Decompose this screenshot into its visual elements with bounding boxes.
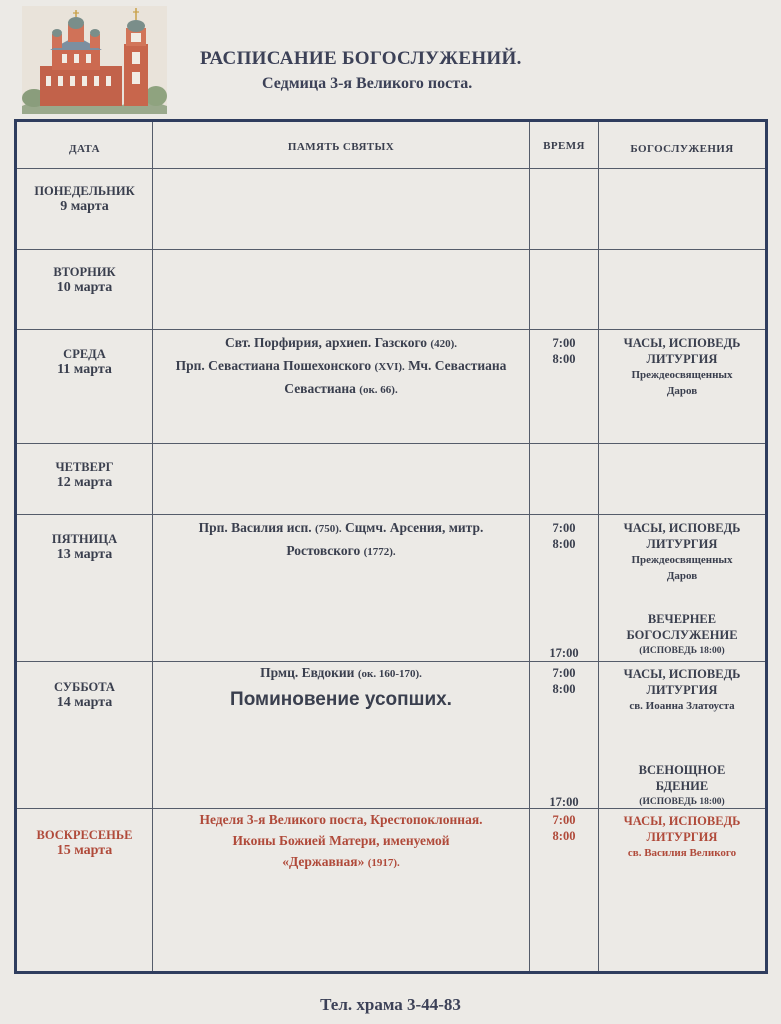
weekday: ПЯТНИЦА xyxy=(51,532,118,546)
service-name: ЛИТУРГИЯ xyxy=(646,352,718,366)
time-cell xyxy=(530,662,599,808)
services-cell xyxy=(599,515,765,661)
services-cell xyxy=(599,662,765,808)
day-cell xyxy=(17,662,153,808)
table-row xyxy=(17,250,765,330)
services-cell xyxy=(599,809,765,971)
services-cell xyxy=(599,330,765,443)
saint-memory: Прп. Севастиана Пошехонского xyxy=(175,358,372,373)
memory-cell xyxy=(153,515,530,661)
table-row xyxy=(17,515,765,662)
day-cell xyxy=(17,515,153,661)
saint-memory: Прп. Василия исп. xyxy=(198,520,312,535)
services-cell xyxy=(599,169,765,249)
time-cell xyxy=(530,250,599,329)
services-cell xyxy=(599,444,765,514)
service-detail: св. Иоанна Златоуста xyxy=(629,700,735,712)
service-time: 7:00 xyxy=(552,521,576,535)
service-detail: Даров xyxy=(666,385,698,397)
service-time: 17:00 xyxy=(549,646,579,660)
weekday: СРЕДА xyxy=(63,347,106,361)
commemoration-title: Поминовение усопших. xyxy=(230,689,452,710)
table-header-row xyxy=(17,122,765,169)
time-cell xyxy=(530,444,599,514)
memory-cell xyxy=(153,662,530,808)
memory-cell xyxy=(153,444,530,514)
saint-year: (420). xyxy=(430,338,457,350)
schedule-table xyxy=(14,119,768,974)
memory-cell xyxy=(153,809,530,971)
service-time: 8:00 xyxy=(552,682,576,696)
service-name: ЛИТУРГИЯ xyxy=(646,683,718,697)
day-cell xyxy=(17,169,153,249)
weekday: ВОСКРЕСЕНЬЕ xyxy=(36,828,133,842)
saint-memory: Сщмч. Арсения, митр. xyxy=(344,520,484,535)
memory-cell xyxy=(153,250,530,329)
icon-name: «Державная» xyxy=(282,854,365,869)
saint-memory: Мч. Севастиана xyxy=(408,358,507,373)
service-time: 17:00 xyxy=(549,795,579,809)
saint-year: (ок. 66). xyxy=(359,384,398,396)
service-time: 8:00 xyxy=(552,352,576,366)
date: 11 марта xyxy=(57,362,112,377)
table-row xyxy=(17,444,765,515)
date: 10 марта xyxy=(56,280,113,295)
service-detail: Преждеосвященных xyxy=(631,369,733,381)
saint-year: (XVI). xyxy=(374,361,405,373)
icon-feast-name: Иконы Божией Матери, именуемой xyxy=(232,833,450,848)
time-cell xyxy=(530,169,599,249)
confession-note: (ИСПОВЕДЬ 18:00) xyxy=(639,646,725,656)
day-cell xyxy=(17,444,153,514)
church-illustration-icon xyxy=(22,6,167,114)
service-name: ЧАСЫ, ИСПОВЕДЬ xyxy=(623,667,741,681)
time-cell xyxy=(530,330,599,443)
service-name: ЛИТУРГИЯ xyxy=(646,537,718,551)
time-cell xyxy=(530,809,599,971)
weekday: ЧЕТВЕРГ xyxy=(55,460,114,474)
memory-cell xyxy=(153,330,530,443)
service-name: ЧАСЫ, ИСПОВЕДЬ xyxy=(623,521,741,535)
services-cell xyxy=(599,250,765,329)
service-detail: Преждеосвященных xyxy=(631,554,733,566)
confession-note: (ИСПОВЕДЬ 18:00) xyxy=(639,797,725,807)
table-row xyxy=(17,809,765,971)
service-time: 8:00 xyxy=(552,537,576,551)
service-time: 8:00 xyxy=(552,829,576,843)
column-header-date: ДАТА xyxy=(17,122,153,168)
date: 9 марта xyxy=(60,199,109,214)
column-header-memory: ПАМЯТЬ СВЯТЫХ xyxy=(153,122,530,168)
page-subtitle: Седмица 3-я Великого поста. xyxy=(262,75,473,92)
weekday: ПОНЕДЕЛЬНИК xyxy=(34,184,135,198)
weekday: ВТОРНИК xyxy=(53,265,116,279)
column-header-services: БОГОСЛУЖЕНИЯ xyxy=(630,143,734,155)
service-name: БДЕНИЕ xyxy=(655,779,709,793)
date: 12 марта xyxy=(56,475,113,490)
table-row xyxy=(17,330,765,444)
day-cell xyxy=(17,250,153,329)
church-phone: Тел. храма 3-44-83 xyxy=(320,995,461,1014)
service-name: ВЕЧЕРНЕЕ xyxy=(647,612,717,626)
saint-year: (750). xyxy=(315,523,342,535)
service-time: 7:00 xyxy=(552,336,576,350)
weekday: СУББОТА xyxy=(54,680,115,694)
saint-memory: Свт. Порфирия, архиеп. Газского xyxy=(224,335,428,350)
service-time: 7:00 xyxy=(552,813,576,827)
date: 15 марта xyxy=(56,843,113,858)
table-row xyxy=(17,169,765,250)
service-detail: Даров xyxy=(666,570,698,582)
service-name: БОГОСЛУЖЕНИЕ xyxy=(626,628,738,642)
page-title: РАСПИСАНИЕ БОГОСЛУЖЕНИЙ. xyxy=(200,48,522,69)
service-name: ЧАСЫ, ИСПОВЕДЬ xyxy=(623,336,741,350)
service-name: ЛИТУРГИЯ xyxy=(646,830,718,844)
day-cell xyxy=(17,330,153,443)
saint-memory: Ростовского xyxy=(286,543,361,558)
service-time: 7:00 xyxy=(552,666,576,680)
saint-year: (ок. 160-170). xyxy=(357,668,422,680)
date: 13 марта xyxy=(56,547,113,562)
service-name: ВСЕНОЩНОЕ xyxy=(638,763,726,777)
service-detail: св. Василия Великого xyxy=(627,847,737,859)
memory-cell xyxy=(153,169,530,249)
table-row xyxy=(17,662,765,809)
time-cell xyxy=(530,515,599,661)
saint-year: (1772). xyxy=(363,546,396,558)
saint-year: (1917). xyxy=(367,857,400,869)
saint-memory-cont: Севастиана xyxy=(284,381,356,396)
service-name: ЧАСЫ, ИСПОВЕДЬ xyxy=(623,814,741,828)
column-header-time: ВРЕМЯ xyxy=(530,122,599,168)
saint-memory: Прмц. Евдокии xyxy=(260,665,355,680)
date: 14 марта xyxy=(56,695,113,710)
feast-name: Неделя 3-я Великого поста, Крестопоклонная. xyxy=(199,812,483,827)
day-cell xyxy=(17,809,153,971)
